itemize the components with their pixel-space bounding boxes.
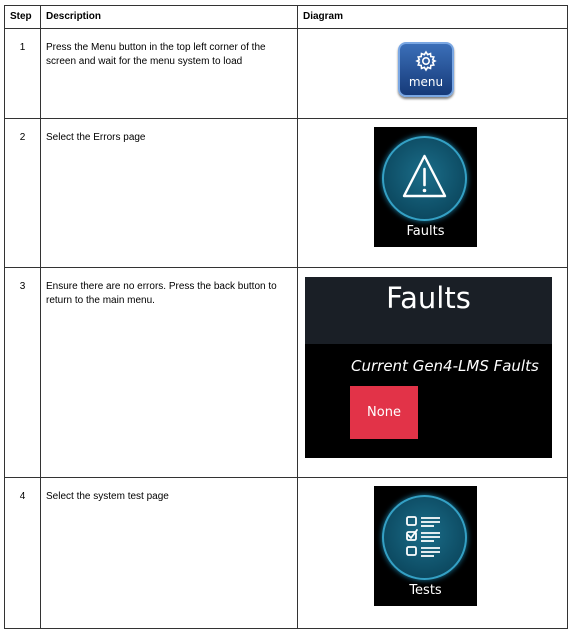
faults-header xyxy=(305,277,552,344)
step-number: 3 xyxy=(5,268,41,478)
tests-tile-label: Tests xyxy=(409,583,442,598)
step-number: 1 xyxy=(5,29,41,119)
menu-button-label: menu xyxy=(408,75,444,89)
step-description: Select the system test page xyxy=(41,478,298,629)
no-faults-badge[interactable]: None xyxy=(350,386,418,439)
step-description: Select the Errors page xyxy=(41,119,298,268)
tests-tile[interactable] xyxy=(374,486,477,606)
table-row xyxy=(5,268,568,478)
step-description: Press the Menu button in the top left corner of the screen and wait for the menu system to load xyxy=(41,29,298,119)
step-number: 2 xyxy=(5,119,41,268)
faults-tile[interactable] xyxy=(374,127,477,247)
table-row xyxy=(5,478,568,629)
faults-subtitle: Current Gen4-LMS Faults xyxy=(351,357,539,375)
tests-circle xyxy=(382,495,467,580)
gear-icon xyxy=(415,50,437,72)
step-diagram xyxy=(298,478,568,629)
instructions-table xyxy=(4,5,568,629)
header-step: Step xyxy=(5,6,41,29)
faults-tile-label: Faults xyxy=(406,224,445,239)
step-diagram xyxy=(298,268,568,478)
step-diagram xyxy=(298,29,568,119)
header-diagram: Diagram xyxy=(298,6,568,29)
faults-title: Faults xyxy=(386,281,471,315)
table-row xyxy=(5,119,568,268)
step-diagram xyxy=(298,119,568,268)
header-description: Description xyxy=(41,6,298,29)
checklist-icon xyxy=(382,495,467,580)
faults-circle xyxy=(382,136,467,221)
table-row xyxy=(5,29,568,119)
step-description: Ensure there are no errors. Press the back button to return to the main menu. xyxy=(41,268,298,478)
table-header-row xyxy=(5,6,568,29)
menu-button[interactable] xyxy=(398,42,454,97)
step-number: 4 xyxy=(5,478,41,629)
faults-screen xyxy=(305,277,552,458)
warning-triangle-icon xyxy=(382,136,467,221)
